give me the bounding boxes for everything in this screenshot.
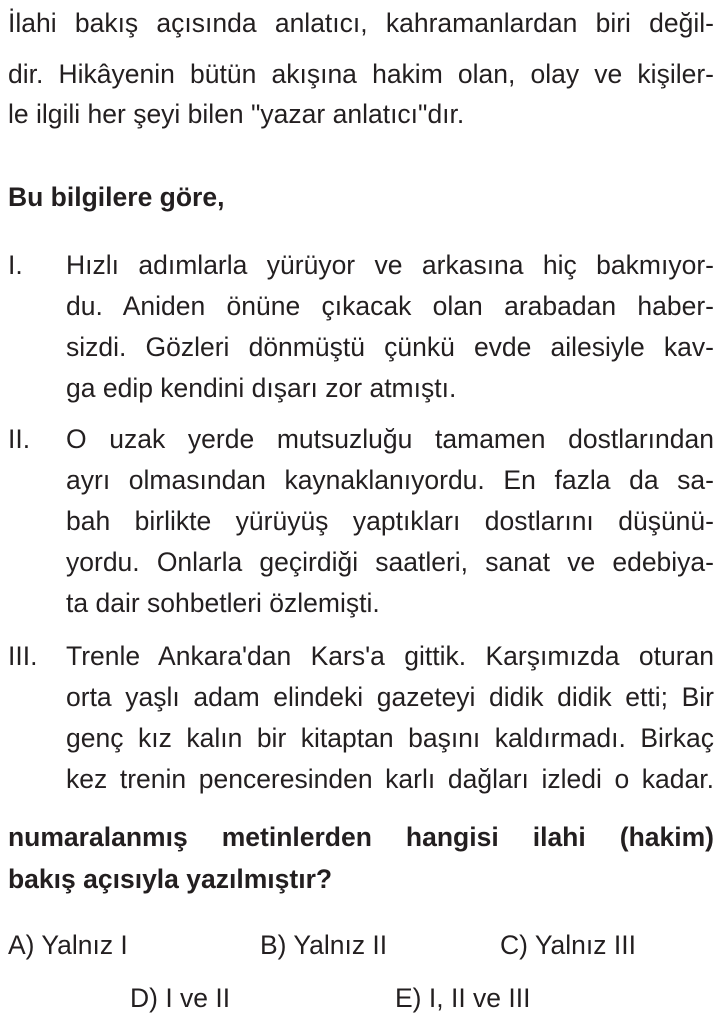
option-d[interactable]: D) I ve II: [130, 983, 231, 1013]
item-line: genç kız kalın bir kitaptan başını kaldırmadı. Birkaç: [66, 723, 714, 753]
item-line: Hızlı adımlarla yürüyor ve arkasına hiç bakmıyor-: [66, 250, 714, 280]
item-line: kez trenin penceresinden karlı dağları izledi o kadar.: [66, 764, 714, 794]
item-line: O uzak yerde mutsuzluğu tamamen dostlarından: [66, 424, 714, 454]
option-b[interactable]: B) Yalnız II: [260, 930, 388, 960]
item-number: I.: [8, 250, 23, 280]
item-line: ta dair sohbetleri özlemişti.: [66, 588, 380, 618]
option-c[interactable]: C) Yalnız III: [500, 930, 636, 960]
item-number: II.: [8, 424, 31, 454]
item-number: III.: [8, 641, 38, 671]
item-line: sizdi. Gözleri dönmüştü çünkü evde ailesiyle kav-: [66, 332, 714, 362]
intro-line: İlahi bakış açısında anlatıcı, kahramanlardan biri değil-: [8, 8, 714, 38]
item-line: du. Aniden önüne çıkacak olan arabadan haber-: [66, 291, 714, 321]
question-line: numaralanmış metinlerden hangisi ilahi (hakim): [8, 822, 714, 852]
question-line: bakış açısıyla yazılmıştır?: [8, 864, 333, 894]
item-line: Trenle Ankara'dan Kars'a gittik. Karşımızda oturan: [66, 641, 714, 671]
item-line: bah birlikte yürüyüş yaptıkları dostlarını düşünü-: [66, 506, 714, 536]
option-a[interactable]: A) Yalnız I: [8, 930, 128, 960]
item-line: ayrı olmasından kaynaklanıyordu. En fazla da sa-: [66, 465, 714, 495]
question-lead: Bu bilgilere göre,: [8, 182, 225, 212]
item-line: ga edip kendini dışarı zor atmıştı.: [66, 373, 457, 403]
item-line: yordu. Onlarla geçirdiği saatleri, sanat ve edebiya-: [66, 547, 714, 577]
intro-line: le ilgili her şeyi bilen "yazar anlatıcı"dır.: [8, 99, 465, 129]
intro-line: dir. Hikâyenin bütün akışına hakim olan, olay ve kişiler-: [8, 59, 714, 89]
option-e[interactable]: E) I, II ve III: [395, 983, 531, 1013]
item-line: orta yaşlı adam elindeki gazeteyi didik didik etti; Bir: [66, 682, 714, 712]
